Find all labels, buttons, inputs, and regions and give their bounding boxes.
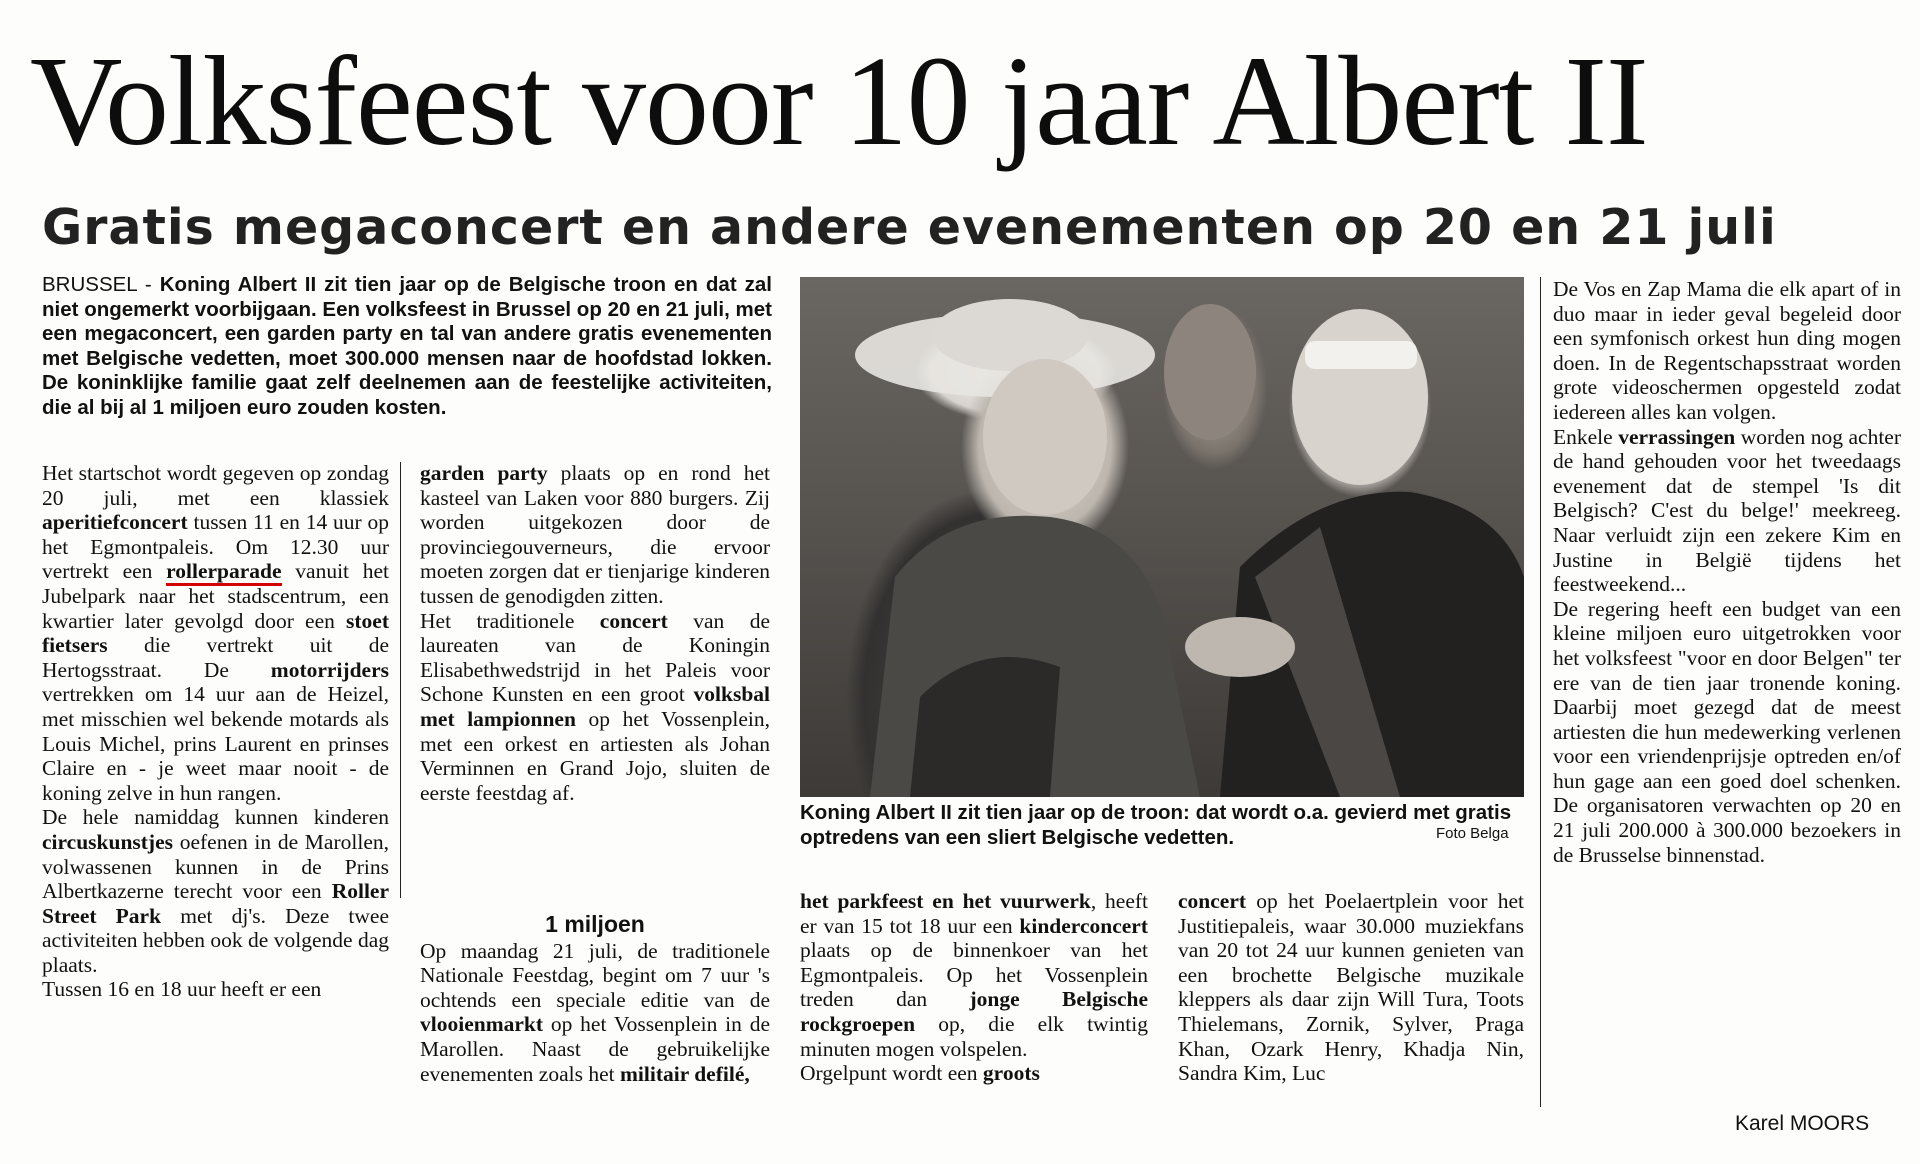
paragraph: Tussen 16 en 18 uur heeft er een — [42, 977, 322, 1002]
lead-text: Koning Albert II zit tien jaar op de Belgische troon en dat zal niet ongemerkt voorbijgaan. Een volksfeest in Brussel op 20 en 21 juli, met een megaconcert, een garden party en tal van andere gratis evenementen met Belgische vedetten, moet 300.000 mensen naar de hoofdstad lokken. De koninklijke familie gaat zelf deelnemen aan de feestelijke activiteiten, die al bij al 1 miljoen euro zouden kosten. — [42, 273, 772, 419]
paragraph: De regering heeft een budget van een kleine miljoen euro uitgetrokken voor het volksfeest "voor en door Belgen" ter ere van de tien jaar tronende koning. Daarbij moet gezegd dat de meest artiesten die hun medewerking verlenen voor een vriendenprijsje optreden en/of hun gage aan een goed doel schenken. De organisatoren verwachten op 20 en 21 juli 200.000 à 300.000 bezoekers in de Brusselse binnenstad. — [1553, 596, 1901, 867]
column-2-continued — [420, 912, 770, 1086]
paragraph: Orgelpunt wordt een groots — [800, 1061, 1040, 1086]
column-2 — [420, 461, 770, 805]
headline: Volksfeest voor 10 jaar Albert II — [30, 30, 1648, 172]
highlighted-term: rollerparade — [166, 559, 281, 586]
paragraph: Op maandag 21 juli, de traditionele Nationale Feestdag, begint om 7 uur 's ochtends een speciale editie van de vlooienmarkt op het Vossenplein in de Marollen. Naast de gebruikelijke evenementen zoals het militair defilé, — [420, 938, 770, 1086]
column-divider — [1540, 277, 1541, 1107]
intertitle: 1 miljoen — [545, 911, 645, 937]
column-divider — [400, 462, 401, 898]
column-3 — [800, 889, 1148, 1086]
paragraph: Het startschot wordt gegeven op zondag 20 juli, met een klassiek aperitiefconcert tussen 11 en 14 uur op het Egmontpaleis. Om 12.30 uur vertrekt een rollerparade vanuit het Jubelpark naar het stadscentrum, een kwartier later gevolgd door een stoet fietsers die vertrekt uit de Hertogsstraat. De motorrijders vertrekken om 14 uur aan de Heizel, met misschien wel bekende motards als Louis Michel, prins Laurent en prinses Claire en - je weet maar nooit - de koning zelve in hun rangen. — [42, 461, 389, 805]
author-byline: Karel MOORS — [1735, 1112, 1870, 1135]
paragraph: De Vos en Zap Mama die elk apart of in duo maar in ieder geval begeleid door een symfonisch orkest hun ding mogen doen. In de Regentschapsstraat worden grote videoschermen opgesteld zodat iedereen alles kan volgen. — [1553, 277, 1901, 424]
paragraph: De hele namiddag kunnen kinderen circuskunstjes oefenen in de Marollen, volwassenen kunnen in de Prins Albertkazerne terecht voor een Roller Street Park met dj's. Deze twee activiteiten hebben ook de volgende dag plaats. — [42, 805, 389, 977]
column-1 — [42, 461, 389, 1002]
column-5 — [1553, 277, 1901, 867]
paragraph: Het traditionele concert van de laureaten van de Koningin Elisabethwedstrijd in het Paleis voor Schone Kunsten en een groot volksbal met lampionnen op het Vossenplein, met een orkest en artiesten als Johan Verminnen en Grand Jojo, sluiten de eerste feestdag af. — [420, 608, 770, 805]
lead-paragraph — [42, 273, 772, 420]
paragraph: Enkele verrassingen worden nog achter de hand gehouden voor het tweedaags evenement dat de stempel 'Is dit Belgisch? C'est du belge!' meekreeg. Naar verluidt zijn een zekere Kim en Justine in België tijdens het feestweekend... — [1553, 424, 1901, 597]
paragraph: concert op het Poelaertplein voor het Justitiepaleis, waar 30.000 muziekfans van 20 tot 24 uur kunnen genieten van een brochette Belgische muzikale kleppers als daar zijn Will Tura, Toots Thielemans, Zornik, Sylver, Praga Khan, Ozark Henry, Khadja Nin, Sandra Kim, Luc — [1178, 889, 1524, 1086]
paragraph: garden party plaats op en rond het kasteel van Laken voor 880 burgers. Zij worden uitgekozen door de provinciegouverneurs, die ervoor moeten zorgen dat er tienjarige kinderen tussen de genodigden zitten. — [420, 461, 770, 608]
photo-caption: Koning Albert II zit tien jaar op de troon: dat wordt o.a. gevierd met gratis optredens van een sliert Belgische vedetten. — [800, 801, 1512, 849]
dateline: BRUSSEL - — [42, 273, 160, 296]
photo-illustration — [800, 277, 1524, 797]
subheadline: Gratis megaconcert en andere evenementen op 20 en 21 juli — [42, 199, 1777, 256]
column-4 — [1178, 889, 1524, 1086]
paragraph: het parkfeest en het vuurwerk, heeft er van 15 tot 18 uur een kinderconcert plaats op de binnenkoer van het Egmontpaleis. Op het Vossenplein treden dan jonge Belgische rockgroepen op, die elk twintig minuten mogen volspelen. — [800, 889, 1149, 1061]
photo-credit: Foto Belga — [1436, 825, 1509, 842]
news-photo — [800, 277, 1524, 797]
